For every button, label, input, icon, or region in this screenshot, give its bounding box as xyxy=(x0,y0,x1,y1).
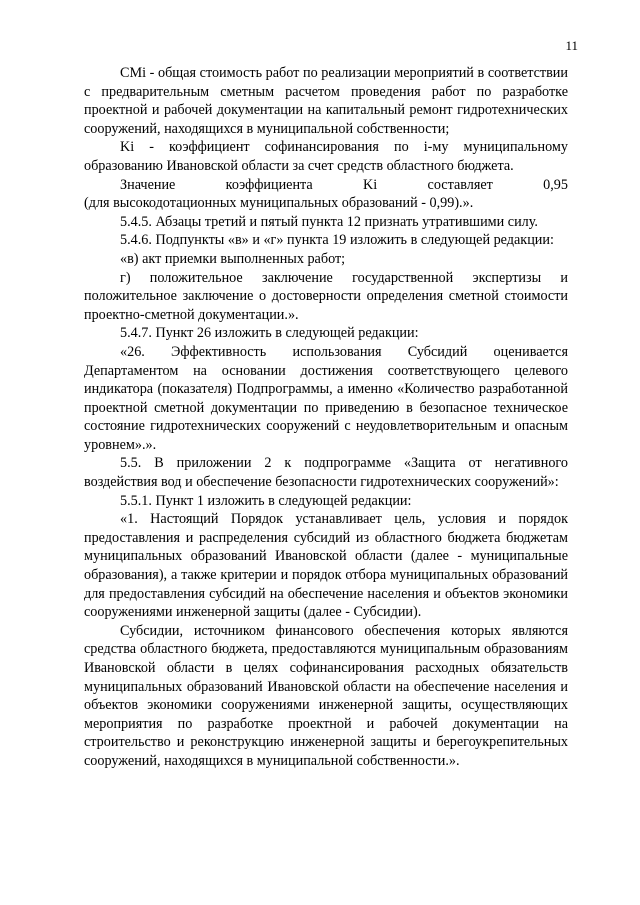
paragraph-ki-definition: Ki - коэффициент софинансирования по i-му муниципальному образованию Ивановской области за счет средств областного бюджета. xyxy=(84,139,568,174)
paragraph-5-5: 5.5. В приложении 2 к подпрограмме «Защита от негативного воздействия вод и обеспечение безопасности гидротехнических сооружений»: xyxy=(84,455,568,491)
paragraph-item-26: «26. Эффективность использования Субсидий оценивается Департаментом на основании достижения соответствующего целевого индикатора (показателя) Подпрограммы, а именно «Количество разработанной проектной сметной документации по приведению в безопасное техническое состояние гидротехнических сооружений с неудовлетворительным и опасным уровнем».». xyxy=(84,343,568,453)
paragraph-item-1: «1. Настоящий Порядок устанавливает цель, условия и порядок предоставления и распределения субсидий из областного бюджета бюджетам муниципальных образований Ивановской области (далее - муниципальные образования), а также критерии и порядок отбора муниципальных образований для предоставления субсидий на обеспечение населения и объектов экономики сооружениями инженерной защиты (далее - Субсидии). xyxy=(84,511,568,621)
paragraph-5-4-7: 5.4.7. Пункт 26 изложить в следующей редакции: xyxy=(120,325,419,342)
document-body xyxy=(84,64,568,771)
paragraph-subitem-v: «в) акт приемки выполненных работ; xyxy=(120,250,346,267)
paragraph-5-5-1: 5.5.1. Пункт 1 изложить в следующей редакции: xyxy=(120,492,412,509)
paragraph-subsidies: Субсидии, источником финансового обеспечения которых являются средства областного бюджета, предоставляются муниципальным образованиям Ивановской области в целях софинансирования расходных обязательств муниципальных образований Ивановской области на обеспечение населения и объектов экономики сооружениями инженерной защиты, осуществляющих мероприятия по разработке проектной и рабочей документации на строительство и реконструкцию инженерной защиты и берегоукрепительных сооружений, находящихся в муниципальной собственности.». xyxy=(84,622,568,769)
paragraph-5-4-6: 5.4.6. Подпункты «в» и «г» пункта 19 изложить в следующей редакции: xyxy=(120,232,554,249)
paragraph-subitem-g: г) положительное заключение государственной экспертизы и положительное заключение о достоверности определения сметной стоимости проектно-сметной документации.». xyxy=(84,269,568,323)
paragraph-5-4-5: 5.4.5. Абзацы третий и пятый пункта 12 признать утратившими силу. xyxy=(120,213,538,230)
page-number: 11 xyxy=(565,38,578,53)
paragraph-cmi-definition: СМi - общая стоимость работ по реализации мероприятий в соответствии с предварительным сметным расчетом проведения работ по разработке проектной и рабочей документации на капитальный ремонт гидротехнических сооружений, находящихся в муниципальной собственности; xyxy=(84,65,568,137)
paragraph-ki-value-note: (для высокодотационных муниципальных образований - 0,99).». xyxy=(84,195,474,212)
paragraph-ki-value: Значение коэффициента Ki составляет 0,95 xyxy=(120,176,568,193)
